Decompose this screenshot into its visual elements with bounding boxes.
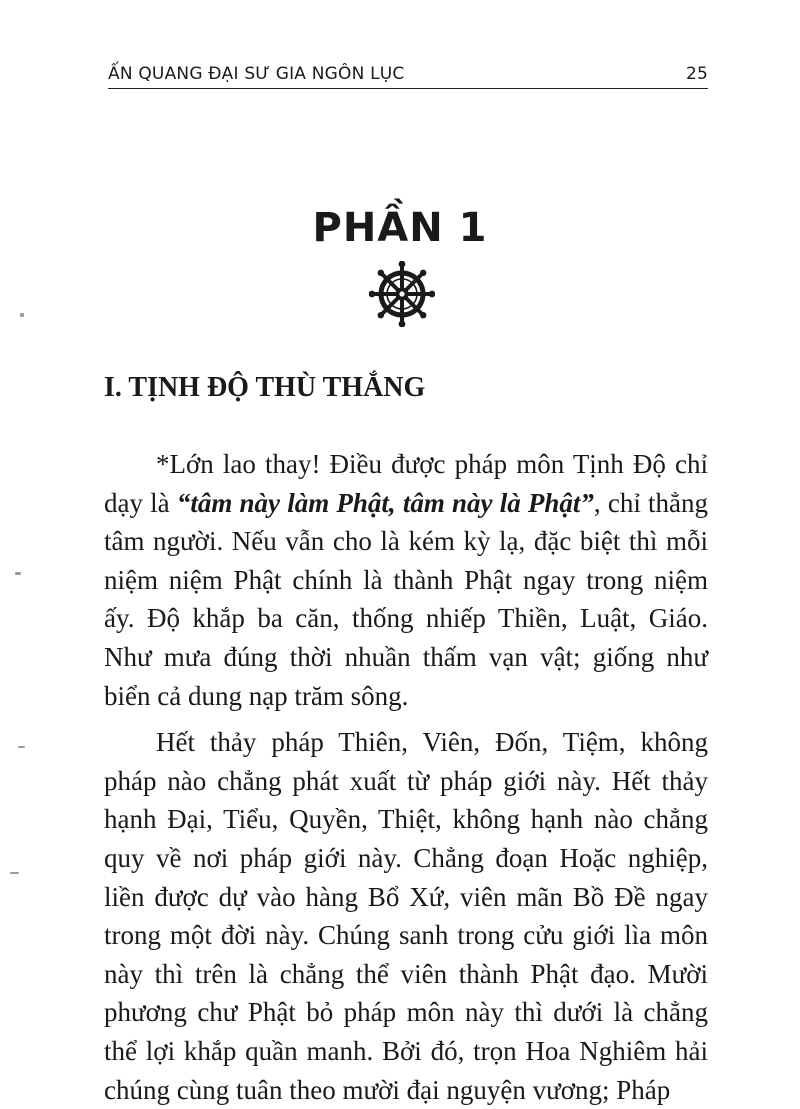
dharma-wheel-icon [369,261,435,327]
paragraph-text: , chỉ thẳng tâm người. Nếu vẫn cho là kém kỳ lạ, đặc biệt thì mỗi niệm niệm Phật chính là thành Phật ngay trong niệm ấy. Độ khắp ba căn, thống nhiếp Thiền, Luật, Giáo. Như mưa đúng thời nhuần thấm vạn vật; giống như biển cả dung nạp trăm sông. [104,487,708,711]
paragraph: Hết thảy pháp Thiên, Viên, Đốn, Tiệm, không pháp nào chẳng phát xuất từ pháp giới này. Hết thảy hạnh Đại, Tiểu, Quyền, Thiệt, không hạnh nào chẳng quy về nơi pháp giới này. Chẳng đoạn Hoặc nghiệp, liền được dự vào hàng Bổ Xứ, viên mãn Bồ Đề ngay trong một đời này. Chúng sanh trong cửu giới lìa môn này thì trên là chẳng thể viên thành Phật đạo. Mười phương chư Phật bỏ pháp môn này thì dưới là chẳng thể lợi khắp quần manh. Bởi đó, trọn Hoa Nghiêm hải chúng cùng tuân theo mười đại nguyện vương; Pháp [104,727,708,1105]
part-title: PHẦN 1 [312,205,488,251]
scan-speck [10,872,19,874]
body-text [104,445,708,1109]
emphasized-quote: “tâm này làm Phật, tâm này là Phật” [176,487,594,518]
paragraph-text: *Lớn lao thay! Điều được pháp môn Tịnh Độ chỉ dạy là [104,449,708,518]
scan-speck [20,313,24,317]
section-heading: I. TỊNH ĐỘ THÙ THẮNG [104,372,426,403]
book-title: ẤN QUANG ĐẠI SƯ GIA NGÔN LỤC [108,64,405,84]
scan-speck [18,746,25,748]
scan-speck [15,572,21,575]
running-header [108,62,708,89]
page-number: 25 [685,64,708,84]
paragraph [104,445,708,715]
